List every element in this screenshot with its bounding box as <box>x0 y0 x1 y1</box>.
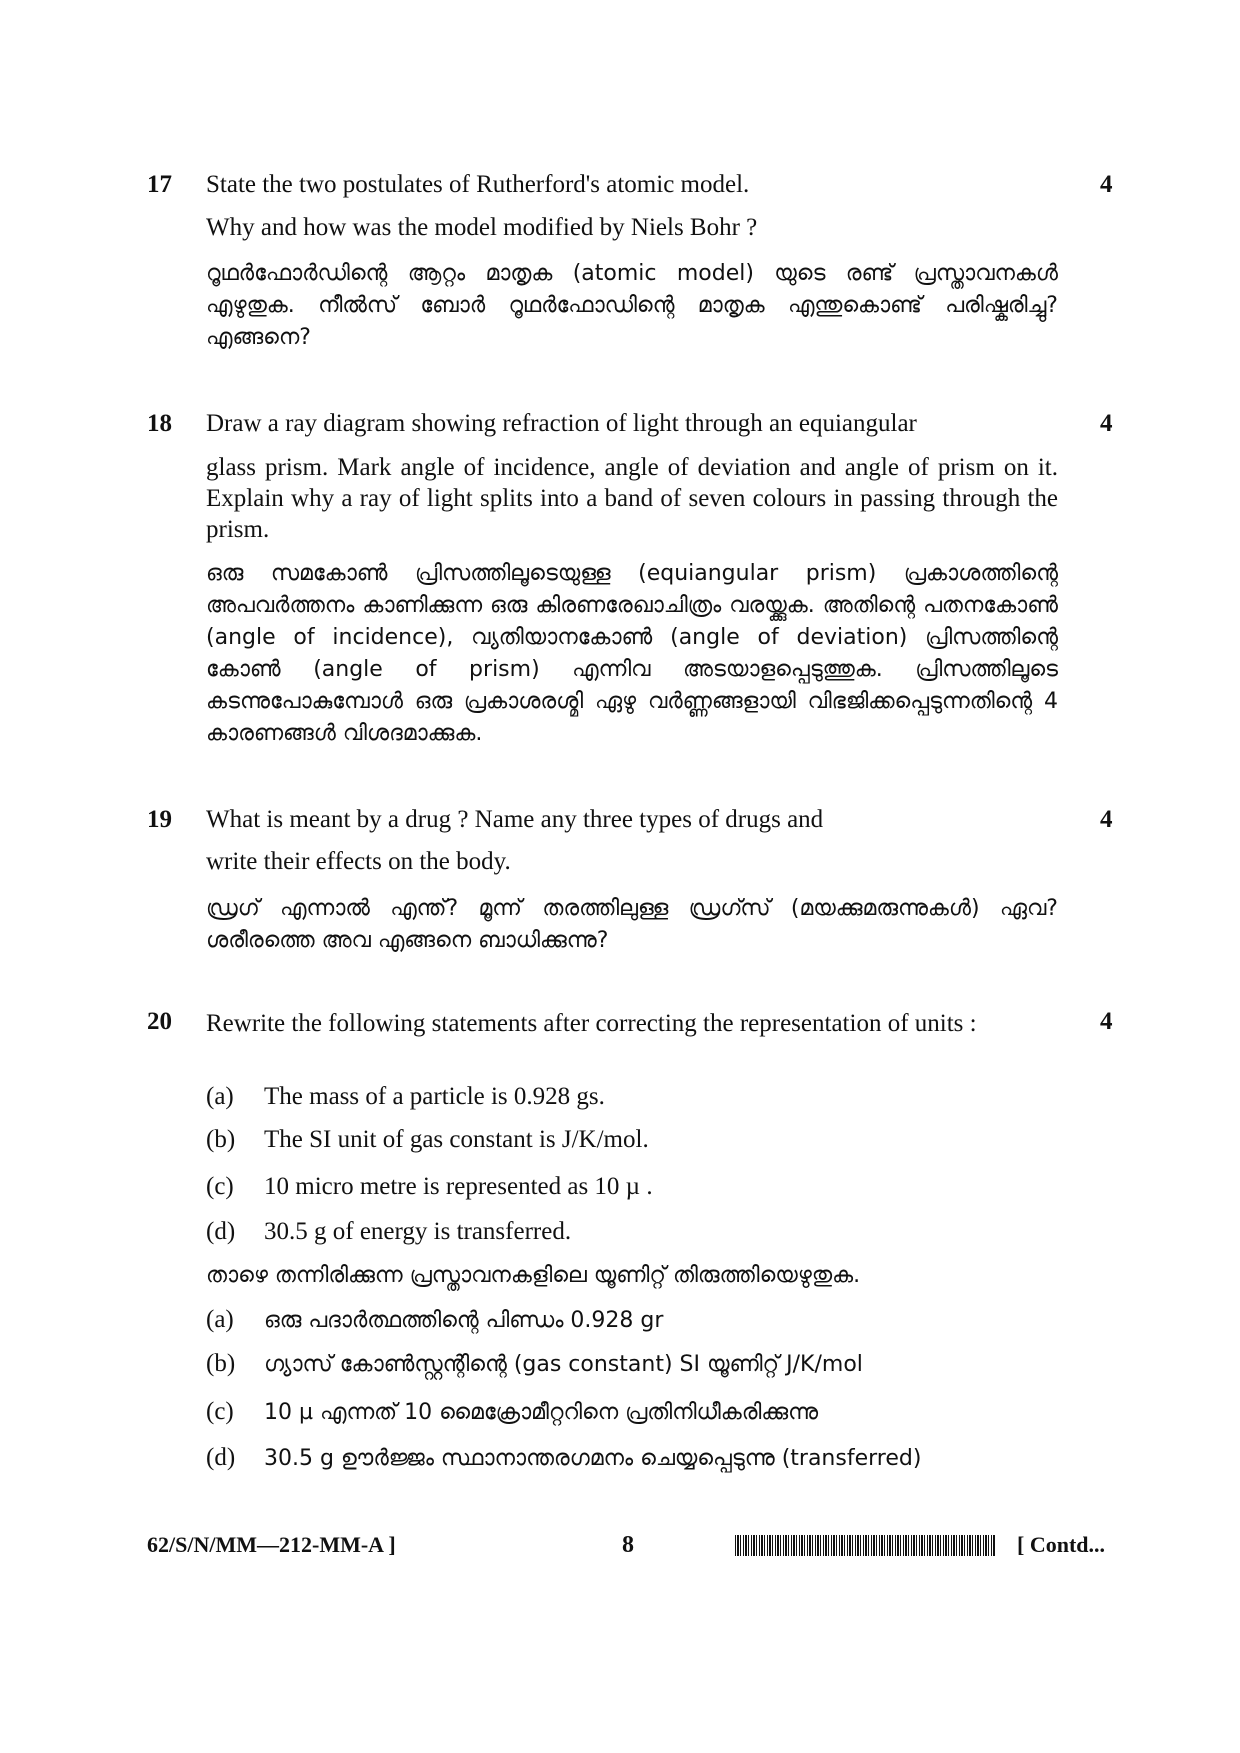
list-item <box>206 1444 921 1472</box>
item-label: (b) <box>206 1126 236 1153</box>
item-text: 30.5 g ഊർജ്ജം സ്ഥാനാന്തരഗമനം ചെയ്യപ്പെടുന്നു (transferred) <box>264 1446 922 1471</box>
question-text-en: Why and how was the model modified by Niels Bohr ? <box>206 214 758 241</box>
item-text: The SI unit of gas constant is J/K/mol. <box>264 1126 649 1153</box>
item-label: (b) <box>206 1350 236 1377</box>
question-marks: 4 <box>1100 410 1113 437</box>
question-text-en: glass prism. Mark angle of incidence, angle of deviation and angle of prism on it. Explain why a ray of light splits into a band of seven colours in passing through the prism. <box>206 454 1058 543</box>
question-marks: 4 <box>1100 806 1113 833</box>
continued-label: [ Contd... <box>1017 1532 1106 1557</box>
item-label: (c) <box>206 1398 234 1425</box>
question-number: 20 <box>147 1008 172 1035</box>
item-label: (c) <box>206 1173 234 1200</box>
question-number: 18 <box>147 410 172 437</box>
question-text-ml: ഒരു സമകോൺ പ്രിസത്തിലൂടെയുള്ള (equiangular prism) പ്രകാശത്തിന്റെ അപവർത്തനം കാണിക്കുന്ന ഒരു കിരണരേഖാചിത്രം വരയ്ക്കുക. അതിന്റെ പതനകോൺ (angle of incidence), വ്യതിയാനകോൺ (angle of deviation) പ്രിസത്തിന്റെ കോൺ (angle of prism) എന്നിവ അടയാളപ്പെടുത്തുക. പ്രിസത്തിലൂടെ കടന്നുപോകുമ്പോൾ ഒരു പ്രകാശരശ്മി ഏഴു വർണ്ണങ്ങളായി വിഭജിക്കപ്പെടുന്നതിന്റെ 4 കാരണങ്ങൾ വിശദമാക്കുക. <box>206 561 1058 746</box>
item-text: ഒരു പദാർത്ഥത്തിന്റെ പിണ്ഡം 0.928 gr <box>264 1308 664 1333</box>
question-number: 19 <box>147 806 172 833</box>
item-label: (a) <box>206 1306 234 1333</box>
list-item <box>206 1083 605 1111</box>
item-label: (a) <box>206 1083 234 1110</box>
question-text-en: write their effects on the body. <box>206 848 511 875</box>
page-number: 8 <box>622 1532 634 1558</box>
question-text-en: State the two postulates of Rutherford's atomic model. <box>206 171 750 198</box>
list-item <box>206 1398 818 1426</box>
list-item <box>206 1173 653 1201</box>
question-text-en: Draw a ray diagram showing refraction of light through an equiangular <box>206 410 917 437</box>
item-label: (d) <box>206 1444 236 1471</box>
item-label: (d) <box>206 1218 236 1245</box>
item-text: 10 micro metre is represented as 10 µ . <box>264 1173 653 1200</box>
question-text-en: Rewrite the following statements after correcting the representation of units : <box>206 1010 977 1037</box>
barcode-icon <box>735 1535 995 1556</box>
paper-code: 62/S/N/MM—212-MM-A ] <box>147 1532 396 1557</box>
page-footer <box>0 1532 1240 1568</box>
list-item <box>206 1218 571 1246</box>
question-marks: 4 <box>1100 1008 1113 1035</box>
question-text-ml: റൂഥർഫോർഡിന്റെ ആറ്റം മാതൃക (atomic model) യുടെ രണ്ട് പ്രസ്താവനകൾ എഴുതുക. നീൽസ് ബോർ റൂഥർഫോഡിന്റെ മാതൃക എന്തുകൊണ്ട് പരിഷ്കരിച്ചു? എങ്ങനെ? <box>206 261 1058 350</box>
question-text-ml: താഴെ തന്നിരിക്കുന്ന പ്രസ്താവനകളിലെ യൂണിറ്റ് തിരുത്തിയെഴുതുക. <box>206 1263 861 1288</box>
question-number: 17 <box>147 171 172 198</box>
question-text-en: What is meant by a drug ? Name any three types of drugs and <box>206 806 824 833</box>
question-marks: 4 <box>1100 171 1113 198</box>
list-item <box>206 1126 649 1154</box>
item-text: The mass of a particle is 0.928 gs. <box>264 1083 605 1110</box>
item-text: 30.5 g of energy is transferred. <box>264 1218 572 1245</box>
question-text-ml: ഡ്രഗ് എന്നാൽ എന്ത്? മൂന്ന് തരത്തിലുള്ള ഡ്രഗ്സ് (മയക്കുമരുന്നുകൾ) ഏവ? ശരീരത്തെ അവ എങ്ങനെ ബാധിക്കുന്നു? <box>206 896 1058 953</box>
item-text: 10 µ എന്നത് 10 മൈക്രോമീറ്ററിനെ പ്രതിനിധീകരിക്കുന്നു <box>264 1400 819 1425</box>
list-item <box>206 1306 663 1334</box>
list-item <box>206 1350 863 1378</box>
item-text: ഗ്യാസ് കോൺസ്റ്റന്റിന്റെ (gas constant) SI യൂണിറ്റ് J/K/mol <box>264 1352 863 1377</box>
